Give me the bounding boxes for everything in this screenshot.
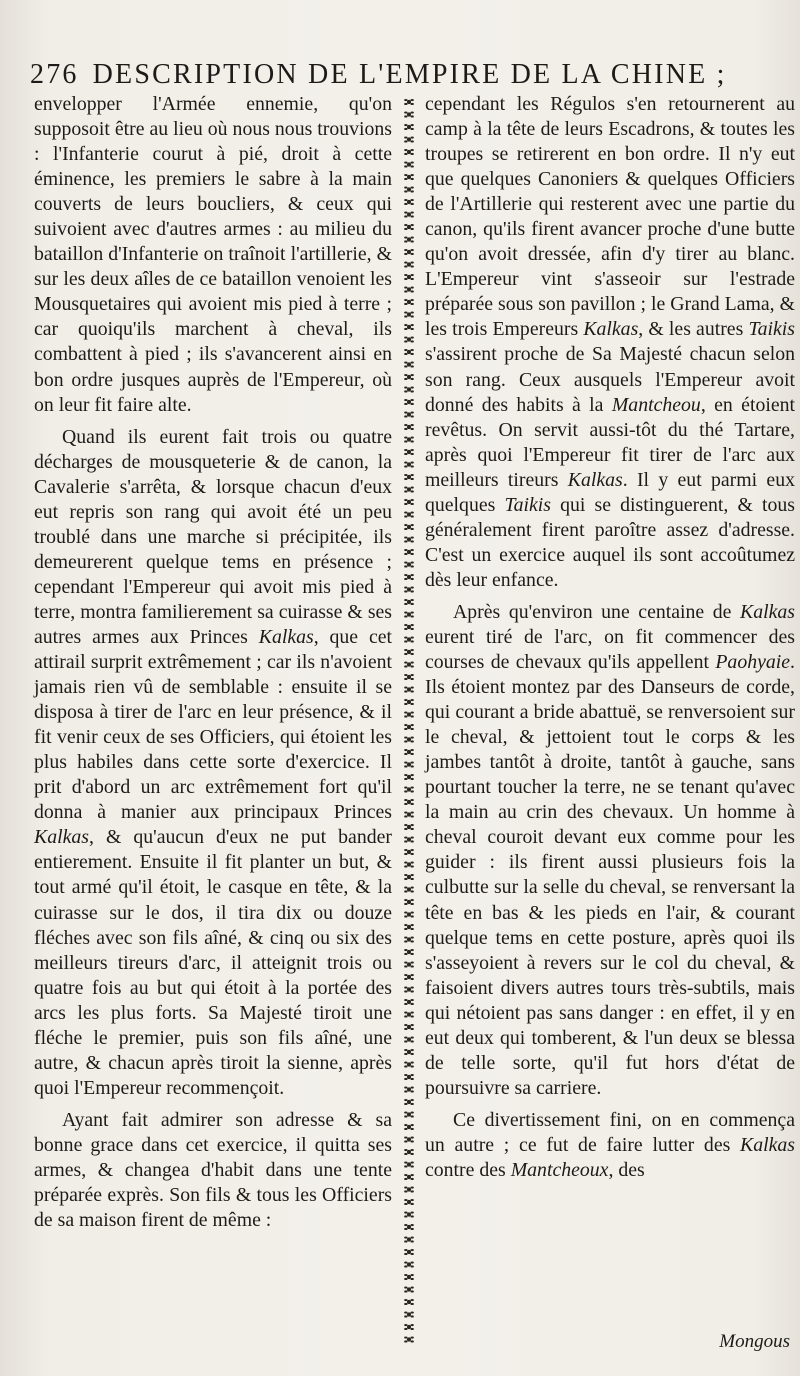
- fleuron-icon: [404, 1086, 414, 1092]
- fleuron-icon: [398, 96, 420, 1346]
- fleuron-icon: [404, 1024, 414, 1030]
- fleuron-icon: [404, 749, 414, 755]
- fleuron-icon: [404, 111, 414, 117]
- catchword: Mongous: [719, 1331, 790, 1352]
- paragraph: [425, 92, 795, 593]
- italic-name: Kalkas: [583, 318, 639, 341]
- paragraph: Ayant fait admirer son adresse & sa bonne grace dans cet exercice, il quitta ses armes, & changea d'habit dans une tente préparée exprès. Son fils & tous les Officiers de sa maison firent de même :: [34, 1108, 392, 1232]
- fleuron-icon: [404, 186, 414, 192]
- text-run: Quand ils eurent fait trois ou quatre décharges de mousqueterie & de canon, la Cavalerie s'arrêta, & lorsque chacun d'eux eut repris son rang qui avoit été un peu troublé dans une marche si précipitée, ils demeurerent quelque tems en présence ; cependant l'Empereur qui avoit mis pied à terre, montra familierement sa cuirasse & ses autres armes aux Princes: [34, 425, 392, 648]
- fleuron-icon: [404, 799, 414, 805]
- fleuron-icon: [404, 586, 414, 592]
- italic-name: Kalkas: [567, 468, 623, 491]
- fleuron-icon: [404, 1286, 414, 1292]
- paragraph: [34, 425, 392, 1101]
- fleuron-icon: [404, 686, 414, 692]
- fleuron-icon: [404, 1211, 414, 1217]
- fleuron-icon: [404, 861, 414, 867]
- paragraph: [425, 600, 795, 1101]
- fleuron-icon: [404, 961, 414, 967]
- fleuron-icon: [404, 361, 414, 367]
- fleuron-icon: [404, 736, 414, 742]
- fleuron-icon: [404, 199, 414, 205]
- fleuron-icon: [404, 1236, 414, 1242]
- fleuron-icon: [404, 349, 414, 355]
- fleuron-icon: [404, 886, 414, 892]
- text-run: , en étoient revêtus. On servit aussi-tôt du thé Tartare, après quoi l'Empereur fit tirer de l'arc aux meilleurs tireurs: [425, 393, 795, 491]
- fleuron-icon: [404, 1249, 414, 1255]
- italic-name: Paohyaie: [715, 651, 791, 674]
- running-title: DESCRIPTION DE L'EMPIRE DE LA CHINE ;: [92, 59, 727, 90]
- fleuron-icon: [404, 1099, 414, 1105]
- fleuron-icon: [404, 561, 414, 567]
- fleuron-icon: [404, 1049, 414, 1055]
- fleuron-icon: [404, 311, 414, 317]
- text-run: contre des: [425, 1158, 511, 1181]
- fleuron-icon: [404, 924, 414, 930]
- text-run: , des: [608, 1158, 645, 1181]
- fleuron-icon: [404, 286, 414, 292]
- column-rule-ornament: [398, 96, 420, 1346]
- fleuron-icon: [404, 1136, 414, 1142]
- fleuron-icon: [404, 674, 414, 680]
- fleuron-icon: [404, 374, 414, 380]
- text-run: cependant les Régulos s'en retournerent au camp à la tête de leurs Escadrons, & toutes les troupes se retirerent en bon ordre. Il n'y eut que quelques Canoniers & quelques Officiers de l'Artillerie qui resterent avec une partie du canon, qu'ils firent avancer proche d'une butte qu'on avoit dressée, afin d'y tirer au blanc. L'Empereur vint s'asseoir sur l'estrade préparée sous son pavillon ; le Grand Lama, & les trois Empereurs: [425, 93, 795, 341]
- fleuron-icon: [404, 611, 414, 617]
- fleuron-icon: [404, 724, 414, 730]
- fleuron-icon: [404, 874, 414, 880]
- fleuron-icon: [404, 999, 414, 1005]
- italic-name: Kalkas: [258, 625, 314, 648]
- italic-name: Taikis: [504, 493, 551, 516]
- text-run: s'assirent proche de Sa Majesté chacun selon son rang. Ceux ausquels l'Empereur avoit donné des habits à la: [425, 343, 795, 416]
- fleuron-icon: [404, 1324, 414, 1330]
- fleuron-icon: [404, 824, 414, 830]
- fleuron-icon: [404, 899, 414, 905]
- fleuron-icon: [404, 1161, 414, 1167]
- fleuron-icon: [404, 236, 414, 242]
- fleuron-icon: [404, 524, 414, 530]
- fleuron-icon: [404, 499, 414, 505]
- text-run: eurent tiré de l'arc, on fit commencer des courses de chevaux qu'ils appellent: [425, 625, 795, 674]
- fleuron-icon: [404, 786, 414, 792]
- running-head: [30, 58, 730, 92]
- italic-name: Mantcheoux: [510, 1158, 609, 1181]
- fleuron-icon: [404, 261, 414, 267]
- fleuron-icon: [404, 1261, 414, 1267]
- italic-name: Kalkas: [34, 826, 89, 849]
- fleuron-icon: [404, 836, 414, 842]
- fleuron-icon: [404, 411, 414, 417]
- text-run: Ce divertissement fini, on en commença un autre ; ce fut de faire lutter des: [425, 1108, 795, 1156]
- fleuron-icon: [404, 211, 414, 217]
- fleuron-icon: [404, 336, 414, 342]
- fleuron-icon: [404, 911, 414, 917]
- italic-name: Kalkas: [740, 1133, 795, 1156]
- fleuron-icon: [404, 599, 414, 605]
- fleuron-icon: [404, 1224, 414, 1230]
- fleuron-icon: [404, 1311, 414, 1317]
- text-run: , & qu'aucun d'eux ne put bander entierement. Ensuite il fit planter un but, & tout armé qu'il étoit, le casque en tête, & la cuirasse sur le dos, il tira dix ou douze fléches avec son fils aîné, & cinq ou six des meilleurs tireurs d'arc, il atteignit trois ou quatre fois au but qui étoit à la portée des arcs les plus forts. Sa Majesté tiroit une fléche le premier, puis son fils aîné, une autre, & chacun après tiroit la sienne, après quoi l'Empereur recommençoit.: [34, 826, 392, 1099]
- italic-name: Mantcheou: [611, 393, 701, 416]
- paragraph: [425, 1108, 795, 1183]
- fleuron-icon: [404, 811, 414, 817]
- fleuron-icon: [404, 774, 414, 780]
- fleuron-icon: [404, 1186, 414, 1192]
- text-run: qui se distinguerent, & tous généralement firent paroître assez d'adresse. C'est un exercice auquel ils sont accoûtumez dès leur enfance.: [425, 493, 795, 591]
- fleuron-icon: [404, 249, 414, 255]
- fleuron-icon: [404, 224, 414, 230]
- fleuron-icon: [404, 649, 414, 655]
- fleuron-icon: [404, 1074, 414, 1080]
- fleuron-icon: [404, 1336, 414, 1342]
- fleuron-icon: [404, 1011, 414, 1017]
- fleuron-icon: [404, 174, 414, 180]
- fleuron-icon: [404, 849, 414, 855]
- fleuron-icon: [404, 324, 414, 330]
- paragraph: envelopper l'Armée ennemie, qu'on supposoit être au lieu où nous nous trouvions : l'Infanterie courut à pié, droit à cette éminence, les premiers le sabre à la main couverts de leurs boucliers, & ceux qui suivoient avec d'autres armes : au milieu du bataillon d'Infanterie on traînoit l'artillerie, & sur les deux aîles de ce bataillon venoient les Mousquetaires qui avoient mis pied à terre ; car quoiqu'ils marchent à cheval, ils combattent à pied ; ils s'avancerent ainsi en bon ordre jusques auprès de l'Empereur, où on leur fit faire alte.: [34, 93, 392, 416]
- fleuron-icon: [404, 486, 414, 492]
- fleuron-icon: [404, 936, 414, 942]
- fleuron-icon: [404, 1149, 414, 1155]
- fleuron-icon: [404, 461, 414, 467]
- text-run: . Ils étoient montez par des Danseurs de corde, qui courant a bride abattuë, se renversoient sur le cheval, & jettoient tout le corps & les jambes tantôt à droite, tantôt à gauche, sans pourtant toucher la terre, ne se tenant qu'avec la main au crin des chevaux. Un homme à cheval couroit devant eux comme pour les guider : ils firent aussi plusieurs fois la culbutte sur la selle du cheval, se renversant la tête en bas & les pieds en l'air, & courant quelque tems en cette posture, après quoi ils s'asseyoient à revers sur le col du cheval, & faisoient divers autres tours très-subtils, mais qui nétoient pas sans danger : en effet, il y en eut deux qui tomberent, & l'un deux se blessa de telle sorte, qu'il fut hors d'état de poursuivre sa carriere.: [425, 651, 795, 1099]
- fleuron-icon: [404, 1124, 414, 1130]
- fleuron-icon: [404, 699, 414, 705]
- fleuron-icon: [404, 661, 414, 667]
- fleuron-icon: [404, 1299, 414, 1305]
- text-run: , que cet attirail surprit extrêmement ; car ils n'avoient jamais rien vû de semblable : ensuite il se disposa à tirer de l'arc en leur présence, & il fit venir ceux de ses Officiers, qui étoient les plus habiles dans cette sorte d'exercice. Il prit d'abord un arc extrêmement fort qu'il donna à manier aux principaux Princes: [34, 625, 393, 824]
- fleuron-icon: [404, 1274, 414, 1280]
- fleuron-icon: [404, 974, 414, 980]
- fleuron-icon: [404, 386, 414, 392]
- fleuron-icon: [404, 1199, 414, 1205]
- fleuron-icon: [404, 1174, 414, 1180]
- left-column: [34, 92, 392, 1233]
- fleuron-icon: [404, 449, 414, 455]
- fleuron-icon: [404, 161, 414, 167]
- fleuron-icon: [404, 574, 414, 580]
- fleuron-icon: [404, 511, 414, 517]
- fleuron-icon: [404, 474, 414, 480]
- fleuron-icon: [404, 136, 414, 142]
- right-column: [425, 92, 795, 1183]
- fleuron-icon: [404, 949, 414, 955]
- fleuron-icon: [404, 436, 414, 442]
- text-run: , & les autres: [638, 318, 749, 341]
- italic-name: Kalkas: [740, 600, 795, 623]
- fleuron-icon: [404, 1111, 414, 1117]
- fleuron-icon: [404, 536, 414, 542]
- fleuron-icon: [404, 274, 414, 280]
- fleuron-icon: [404, 1061, 414, 1067]
- fleuron-icon: [404, 761, 414, 767]
- fleuron-icon: [404, 299, 414, 305]
- text-run: . Il y eut parmi eux quelques: [425, 468, 795, 516]
- fleuron-icon: [404, 124, 414, 130]
- fleuron-icon: [404, 149, 414, 155]
- fleuron-icon: [404, 711, 414, 717]
- fleuron-icon: [404, 549, 414, 555]
- fleuron-icon: [404, 624, 414, 630]
- fleuron-icon: [404, 1036, 414, 1042]
- fleuron-icon: [404, 986, 414, 992]
- fleuron-icon: [404, 399, 414, 405]
- fleuron-icon: [404, 424, 414, 430]
- fleuron-icon: [404, 636, 414, 642]
- fleuron-icon: [404, 99, 414, 105]
- page-number: 276: [30, 59, 79, 90]
- text-run: Après qu'environ une centaine de: [453, 600, 741, 623]
- italic-name: Taikis: [748, 318, 795, 341]
